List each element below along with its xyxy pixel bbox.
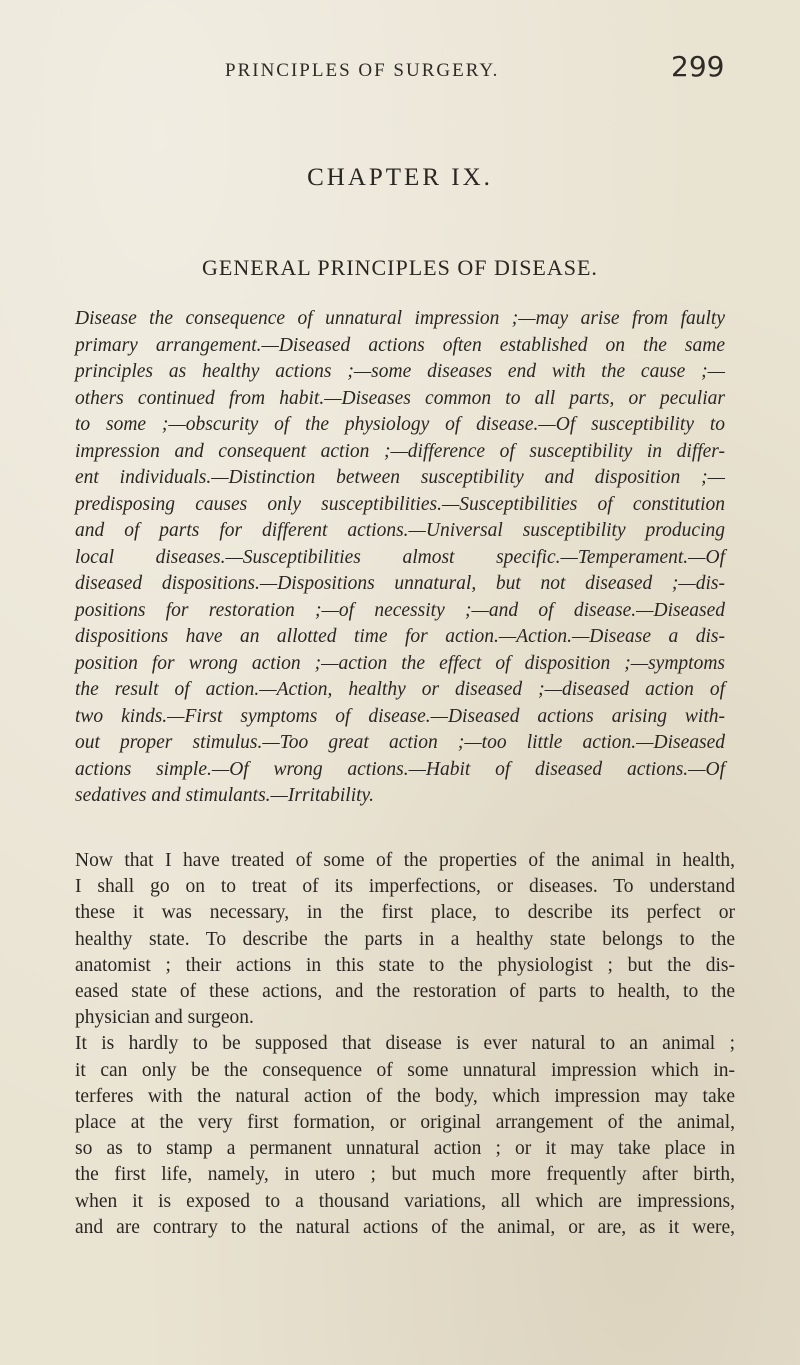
- synopsis-line: impression and consequent action ;—difference of susceptibility in differ-: [75, 440, 725, 462]
- chapter-title: GENERAL PRINCIPLES OF DISEASE.: [202, 255, 598, 280]
- text-line: I shall go on to treat of its imperfections, or diseases. To understand: [75, 876, 735, 898]
- text-line: physician and surgeon.: [75, 1007, 254, 1029]
- text-line: these it was necessary, in the first place, to describe its perfect or: [75, 902, 735, 924]
- synopsis-line: diseased dispositions.—Dispositions unnatural, but not diseased ;—dis-: [75, 573, 725, 594]
- text-line: so as to stamp a permanent unnatural action ; or it may take place in: [75, 1138, 735, 1160]
- running-title: PRINCIPLES OF SURGERY.: [225, 60, 500, 81]
- synopsis-line: primary arrangement.—Diseased actions often established on the same: [75, 334, 725, 356]
- paragraph-1: [75, 848, 735, 1031]
- synopsis-line: and of parts for different actions.—Universal susceptibility producing: [75, 520, 725, 541]
- page-number: 299: [671, 50, 725, 83]
- text-line: the first life, namely, in utero ; but much more frequently after birth,: [75, 1164, 735, 1186]
- synopsis-line: out proper stimulus.—Too great action ;—too little action.—Diseased: [75, 732, 725, 753]
- synopsis-line: sedatives and stimulants.—Irritability.: [75, 785, 375, 806]
- text-line: It is hardly to be supposed that disease is ever natural to an animal ;: [75, 1033, 735, 1055]
- text-line: it can only be the consequence of some unnatural impression which in-: [75, 1059, 735, 1081]
- text-line: Now that I have treated of some of the properties of the animal in health,: [75, 850, 735, 871]
- synopsis-line: others continued from habit.—Diseases common to all parts, or peculiar: [75, 387, 725, 409]
- text-line: healthy state. To describe the parts in a healthy state belongs to the: [75, 928, 735, 950]
- text-line: eased state of these actions, and the restoration of parts to health, to the: [75, 981, 735, 1003]
- synopsis-line: Disease the consequence of unnatural impression ;—may arise from faulty: [75, 308, 725, 329]
- synopsis-line: the result of action.—Action, healthy or diseased ;—diseased action of: [75, 679, 725, 700]
- text-line: anatomist ; their actions in this state to the physiologist ; but the dis-: [75, 954, 735, 976]
- synopsis-line: dispositions have an allotted time for action.—Action.—Disease a dis-: [75, 626, 725, 647]
- paragraph-2: [75, 1031, 735, 1241]
- synopsis-line: predisposing causes only susceptibilities.—Susceptibilities of constitution: [75, 493, 725, 515]
- text-line: place at the very first formation, or original arrangement of the animal,: [75, 1112, 735, 1134]
- text-line: and are contrary to the natural actions of the animal, or are, as it were,: [75, 1216, 735, 1238]
- text-line: when it is exposed to a thousand variations, all which are impressions,: [75, 1190, 735, 1212]
- synopsis-line: positions for restoration ;—of necessity ;—and of disease.—Diseased: [75, 599, 725, 621]
- synopsis-line: principles as healthy actions ;—some diseases end with the cause ;—: [75, 361, 725, 382]
- chapter-synopsis: [75, 306, 725, 810]
- body-text: [75, 848, 735, 1241]
- synopsis-line: two kinds.—First symptoms of disease.—Diseased actions arising with-: [75, 705, 725, 727]
- synopsis-line: ent individuals.—Distinction between susceptibility and disposition ;—: [75, 467, 725, 488]
- text-line: terferes with the natural action of the body, which impression may take: [75, 1085, 735, 1107]
- synopsis-line: local diseases.—Susceptibilities almost specific.—Temperament.—Of: [75, 546, 725, 568]
- synopsis-line: to some ;—obscurity of the physiology of disease.—Of susceptibility to: [75, 414, 725, 435]
- synopsis-line: position for wrong action ;—action the effect of disposition ;—symptoms: [75, 652, 725, 674]
- running-head: [0, 50, 800, 90]
- synopsis-line: actions simple.—Of wrong actions.—Habit of diseased actions.—Of: [75, 758, 725, 780]
- chapter-heading: CHAPTER IX.: [307, 164, 493, 191]
